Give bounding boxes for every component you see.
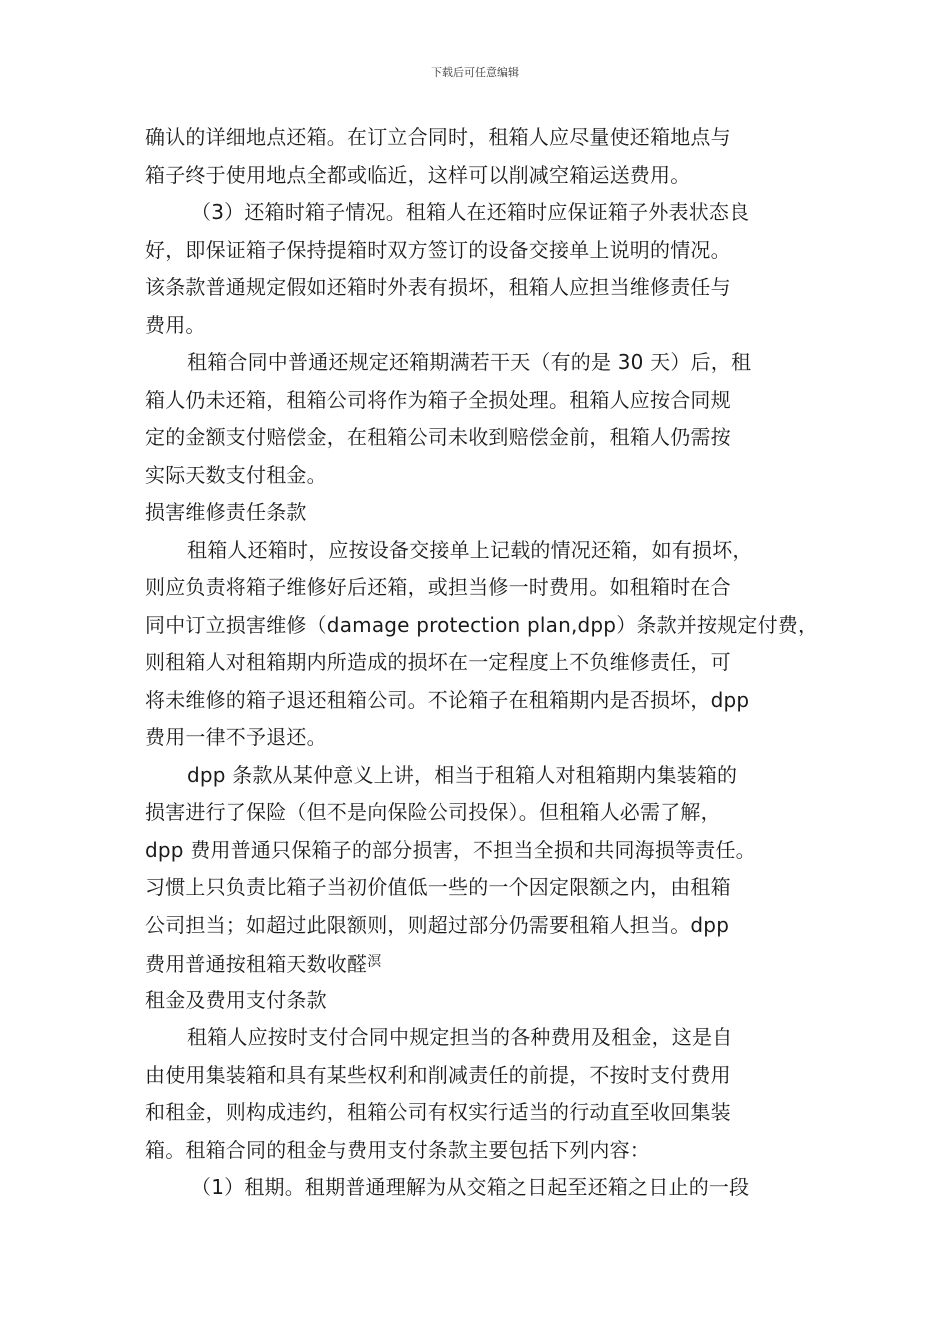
text-line — [145, 457, 815, 495]
text-line — [145, 569, 815, 607]
text-line — [145, 232, 815, 270]
line-text: 损害维修责任条款 — [145, 500, 307, 524]
text-line — [145, 644, 815, 682]
line-text: 费用普通按租箱天数收醛 — [145, 952, 368, 976]
text-line — [145, 607, 819, 645]
text-line — [145, 532, 815, 570]
line-text: 费用一律不予退还。 — [145, 725, 327, 749]
text-line — [145, 119, 815, 157]
section-heading — [145, 982, 815, 1020]
text-line — [145, 344, 815, 382]
line-text: 则租箱人对租箱期内所造成的损坏在一定程度上不负维修责任，可 — [145, 650, 731, 674]
text-line — [145, 157, 815, 195]
line-suffix-glyph: 溟 — [367, 954, 382, 970]
section-heading — [145, 494, 815, 532]
text-line — [145, 944, 815, 982]
text-line — [145, 682, 815, 720]
text-line — [145, 419, 815, 457]
line-text: 箱人仍未还箱，租箱公司将作为箱子全损处理。租箱人应按合同规 — [145, 387, 731, 412]
line-text: 损害进行了保险（但不是向保险公司投保）。但租箱人必需了解， — [145, 800, 721, 824]
line-text: 将未维修的箱子退还租箱公司。不论箱子在租箱期内是否损坏，dpp — [145, 687, 750, 712]
line-text: 租箱人应按时支付合同中规定担当的各种费用及租金，这是自 — [187, 1025, 733, 1049]
page-header: 下载后可任意编辑 — [431, 66, 519, 79]
text-line — [145, 1094, 815, 1132]
text-line — [145, 719, 815, 757]
line-text: 由使用集装箱和具有某些权利和削减责任的前提，不按时支付费用 — [145, 1062, 731, 1087]
text-line — [145, 1057, 815, 1095]
line-text: 租箱人还箱时，应按设备交接单上记载的情况还箱，如有损坏， — [187, 537, 753, 562]
text-line — [145, 907, 815, 945]
line-text: 公司担当；如超过此限额则，则超过部分仍需要租箱人担当。dpp — [145, 912, 730, 937]
line-text: 则应负责将箱子维修好后还箱，或担当修一时费用。如租箱时在合 — [145, 575, 731, 599]
line-text: 箱。租箱合同的租金与费用支付条款主要包括下列内容： — [145, 1137, 650, 1162]
document-body — [145, 119, 819, 1207]
line-text: 定的金额支付赔偿金，在租箱公司未收到赔偿金前，租箱人仍需按 — [145, 425, 731, 449]
line-text: 租箱合同中普通还规定还箱期满若干天（有的是 30 天）后，租 — [187, 350, 752, 374]
text-line — [145, 307, 815, 345]
line-text: dpp 费用普通只保箱子的部分损害，不担当全损和共同海损等责任。 — [145, 837, 756, 862]
text-line — [145, 382, 815, 420]
line-text: （3）还箱时箱子情况。租箱人在还箱时应保证箱子外表状态良 — [191, 200, 750, 224]
line-text: 习惯上只负责比箱子当初价值低一些的一个因定限额之内，由租箱 — [145, 875, 731, 899]
text-line — [145, 1019, 815, 1057]
text-line — [145, 832, 815, 870]
text-line — [145, 1132, 815, 1170]
line-text: （1）租期。租期普通理解为从交箱之日起至还箱之日止的一段 — [191, 1175, 750, 1199]
line-text: 费用。 — [145, 312, 206, 337]
line-text: dpp 条款从某仲意义上讲，相当于租箱人对租箱期内集装箱的 — [187, 762, 738, 787]
text-line — [145, 869, 815, 907]
line-text: 和租金，则构成违约，租箱公司有权实行适当的行动直至收回集装 — [145, 1100, 731, 1124]
line-text: 租金及费用支付条款 — [145, 987, 327, 1012]
text-line — [145, 194, 815, 232]
text-line — [145, 757, 815, 795]
text-line — [145, 794, 815, 832]
line-text: 箱子终于使用地点全都或临近，这样可以削减空箱运送费用。 — [145, 162, 691, 187]
line-text: 好，即保证箱子保持提箱时双方签订的设备交接单上说明的情况。 — [145, 237, 731, 262]
line-text: 该条款普通规定假如还箱时外表有损坏，租箱人应担当维修责任与 — [145, 275, 731, 299]
line-text: 确认的详细地点还箱。在订立合同时，租箱人应尽量使还箱地点与 — [145, 125, 731, 149]
text-line — [145, 1169, 815, 1207]
line-text: 实际天数支付租金。 — [145, 462, 327, 487]
line-text: 同中订立损害维修（damage protection plan,dpp）条款并按规定付费， — [145, 612, 819, 637]
text-line — [145, 269, 815, 307]
